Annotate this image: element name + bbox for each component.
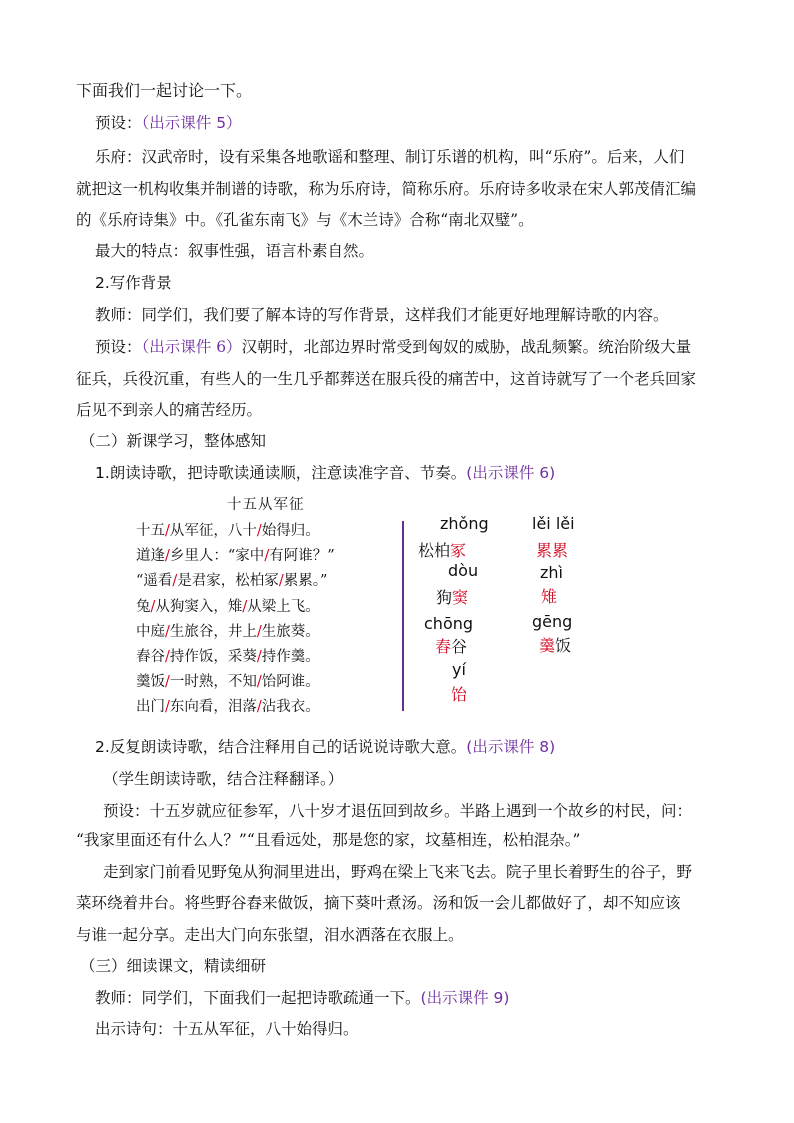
item2-preset-3: 走到家门前看见野兔从狗洞里进出，野鸡在梁上飞来飞去。院子里长着野生的谷子，野 (103, 863, 693, 881)
word-geng-fan (539, 633, 571, 656)
poem-line (136, 646, 320, 668)
poem-segment: 乡里人：“家中 (169, 548, 265, 564)
poem-segment: 东向看，泪落 (169, 699, 257, 715)
word-chong-gu (435, 634, 467, 657)
preset-line-5 (95, 112, 242, 134)
rhythm-slash: / (256, 649, 262, 665)
preset-label: 预设： (95, 338, 142, 356)
yuefu-line-1: 乐府：汉武帝时，设有采集各地歌谣和整理、制订乐谱的机构，叫“乐府”。后来，人们 (95, 148, 685, 166)
background-teacher: 教师：同学们，我们要了解本诗的写作背景，这样我们才能更好地理解诗歌的内容。 (95, 306, 669, 324)
yuefu-line-3: 的《乐府诗集》中。《孔雀东南飞》与《木兰诗》合称“南北双璧”。 (76, 211, 534, 229)
char-dou: 窦 (452, 588, 469, 607)
rhythm-slash: / (165, 674, 170, 690)
item2-preset-1: 预设：十五岁就应征参军，八十岁才退伍回到故乡。半路上遇到一个故乡的村民，问： (103, 802, 693, 820)
char-chong: 舂 (435, 637, 452, 656)
rhythm-slash: / (278, 573, 284, 589)
item2-heading (95, 736, 555, 758)
section3-teacher (95, 987, 509, 1009)
background-line-2: 征兵，兵役沉重，有些人的一生几乎都葬送在服兵役的痛苦中，这首诗就写了一个老兵回家 (76, 370, 697, 388)
show-text: 十五从军征，八十始得归。 (172, 1020, 359, 1038)
pinyin-zhi: zhì (540, 563, 563, 582)
section2-heading: （二）新课学习，整体感知 (80, 432, 267, 450)
poem-segment: 生旅谷，井上 (169, 624, 257, 640)
rhythm-slash: / (165, 624, 170, 640)
rhythm-slash: / (264, 548, 270, 564)
item1-text: 1.朗读诗歌，把诗歌读通读顺，注意读准字音、节奏。 (95, 464, 467, 482)
char-yi: 饴 (451, 685, 468, 704)
poem-line (136, 545, 335, 567)
poem-segment: 从狗窦入，雉 (155, 599, 243, 615)
rhythm-slash: / (256, 523, 262, 539)
poem-segment: 是君家，松柏冢 (177, 573, 279, 589)
char-zhong: 冢 (450, 541, 467, 560)
courseware-note-8: (出示课件 8) (466, 738, 556, 756)
section3-heading: （三）细读课文，精读细研 (80, 957, 267, 975)
pinyin-leilei: lěi lěi (532, 514, 575, 533)
poem-segment: 始得归。 (261, 523, 320, 539)
courseware-note-5: （出示课件 5） (141, 114, 242, 132)
background-line-1 (95, 336, 691, 358)
char-leilei: 累累 (536, 541, 569, 560)
pinyin-chong: chōng (424, 614, 474, 633)
poem-segment: 舂谷 (136, 649, 165, 665)
rhythm-slash: / (165, 548, 170, 564)
poem-segment: 沾我衣。 (261, 699, 320, 715)
item2-preset-2: “我家里面还有什么人？”“且看远处，那是您的家，坟墓相连，松柏混杂。” (76, 831, 581, 849)
poem-divider (402, 521, 404, 711)
background-line-3: 后见不到亲人的痛苦经历。 (76, 401, 263, 419)
rhythm-slash: / (256, 624, 262, 640)
rhythm-slash: / (165, 649, 170, 665)
poem-segment: 道逢 (136, 548, 165, 564)
poem-segment: 有阿谁？” (269, 548, 335, 564)
rhythm-slash: / (165, 699, 170, 715)
word-songbai-zhong (418, 538, 466, 561)
section3-show (95, 1018, 359, 1040)
rhythm-slash: / (150, 599, 156, 615)
courseware-note-6b: (出示课件 6) (466, 464, 556, 482)
poem-segment: 从军征，八十 (169, 523, 257, 539)
rhythm-slash: / (256, 674, 262, 690)
pinyin-yi: yí (452, 660, 466, 679)
rhythm-slash: / (242, 599, 248, 615)
poem-segment: 累累。” (283, 573, 328, 589)
poem-segment: 从梁上飞。 (247, 599, 320, 615)
item2-text: 2.反复朗读诗歌，结合注释用自己的话说说诗歌大意。 (95, 738, 467, 756)
poem-segment: 持作饭，采葵 (169, 649, 257, 665)
word-suffix: 谷 (451, 637, 468, 656)
poem-segment: 羹饭 (136, 674, 165, 690)
poem-title: 十五从军征 (227, 497, 305, 513)
courseware-note-9: (出示课件 9) (420, 989, 510, 1007)
poem-segment: 饴阿谁。 (261, 674, 320, 690)
item2-preset-4: 菜环绕着井台。将些野谷舂来做饭，摘下葵叶煮汤。汤和饭一会儿都做好了，却不知应该 (76, 894, 681, 912)
poem-segment: 兔 (136, 599, 151, 615)
word-prefix: 狗 (436, 588, 453, 607)
char-geng: 羹 (539, 636, 556, 655)
courseware-note-6: （出示课件 6） (141, 338, 242, 356)
rhythm-slash: / (256, 699, 262, 715)
poem-line (136, 520, 320, 542)
pinyin-geng: gēng (532, 612, 573, 631)
item2-student: （学生朗读诗歌，结合注释翻译。） (103, 770, 344, 788)
section2-item1 (95, 462, 555, 484)
char-zhi: 雉 (541, 587, 558, 606)
word-prefix: 松柏 (418, 541, 451, 560)
pinyin-dou: dòu (448, 561, 479, 580)
poem-segment: “遥看 (136, 573, 173, 589)
pinyin-zhong: zhǒng (440, 514, 489, 533)
item2-preset-5: 与谁一起分享。走出大门向东张望，泪水洒落在衣服上。 (76, 926, 464, 944)
word-suffix: 饭 (555, 636, 572, 655)
poem-segment: 十五 (136, 523, 165, 539)
word-gou-dou (436, 585, 468, 608)
rhythm-slash: / (172, 573, 178, 589)
poem-line (136, 671, 320, 693)
yuefu-feature: 最大的特点：叙事性强，语言朴素自然。 (95, 242, 375, 260)
background-heading: 2.写作背景 (95, 274, 172, 292)
poem-segment: 出门 (136, 699, 165, 715)
background-text: 汉朝时，北部边界时常受到匈奴的威胁，战乱频繁。统治阶级大量 (241, 338, 692, 356)
poem-line (136, 596, 320, 618)
teacher-text: 教师：同学们，下面我们一起把诗歌疏通一下。 (95, 989, 421, 1007)
poem-segment: 一时熟，不知 (169, 674, 257, 690)
poem-line (136, 570, 327, 592)
poem-segment: 中庭 (136, 624, 165, 640)
poem-line (136, 696, 320, 718)
show-label: 出示诗句： (95, 1020, 173, 1038)
poem-line (136, 621, 320, 643)
poem-segment: 持作羹。 (261, 649, 320, 665)
rhythm-slash: / (165, 523, 170, 539)
intro-line: 下面我们一起讨论一下。 (76, 81, 253, 100)
yuefu-line-2: 就把这一机构收集并制谱的诗歌，称为乐府诗，简称乐府。乐府诗多收录在宋人郭茂倩汇编 (76, 180, 697, 198)
preset-label: 预设： (95, 114, 142, 132)
poem-segment: 生旅葵。 (261, 624, 320, 640)
